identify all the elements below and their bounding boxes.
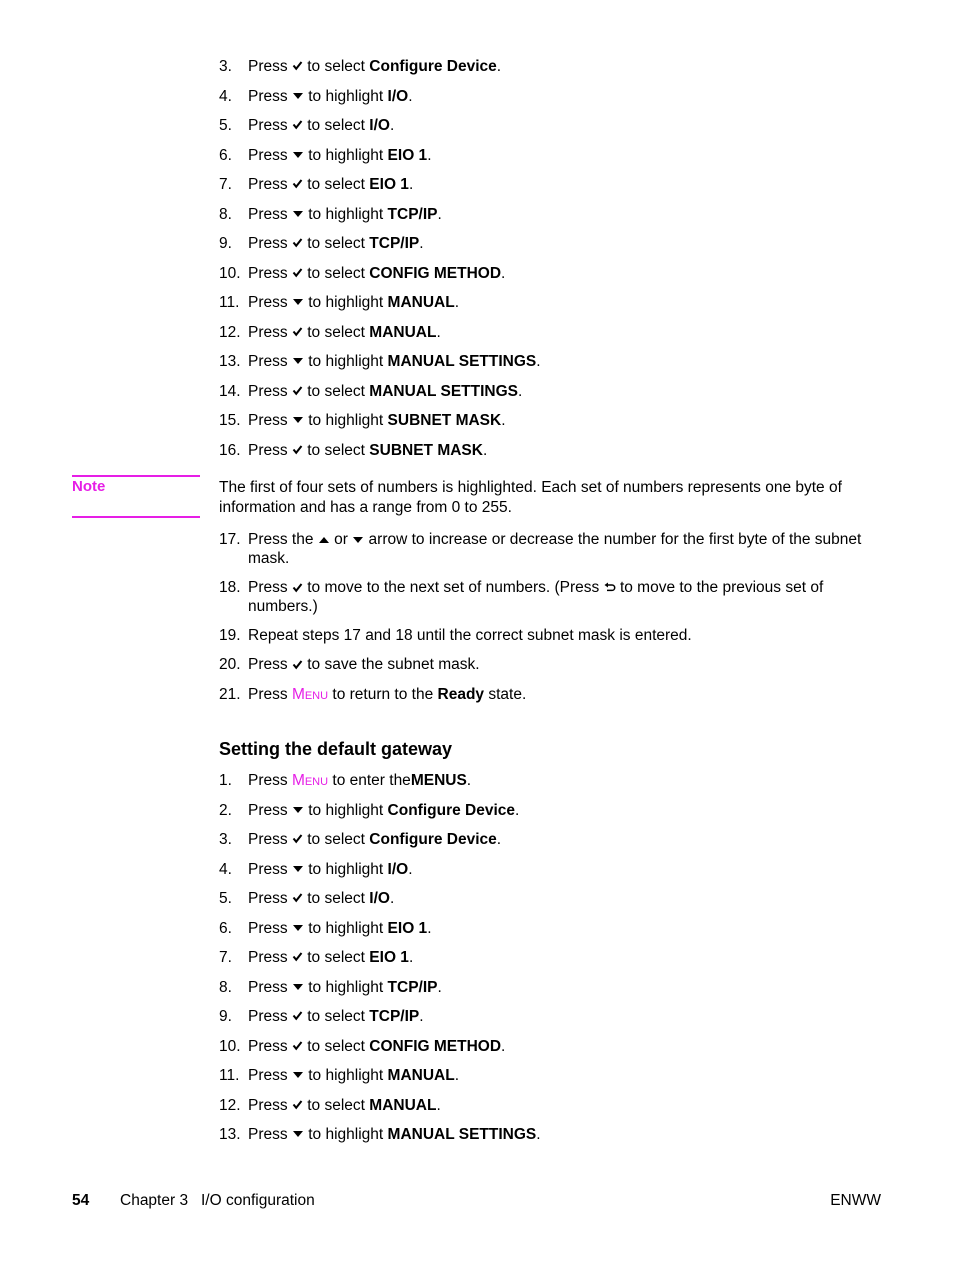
step-text: to move to the previous set of numbers.) xyxy=(248,579,824,615)
step-text: Press xyxy=(248,860,288,878)
step-text: Press xyxy=(248,1037,288,1055)
list-item xyxy=(219,860,879,890)
checkmark-icon xyxy=(292,175,303,194)
step-number: 3. xyxy=(219,58,232,75)
step-text: Press xyxy=(248,353,288,370)
checkmark-icon xyxy=(292,889,303,908)
down-arrow-icon xyxy=(292,352,304,371)
step-bold-text: EIO 1 xyxy=(387,146,428,164)
checkmark-icon xyxy=(292,57,303,76)
step-bold-text: TCP/IP xyxy=(369,1008,420,1025)
step-text: Press xyxy=(248,146,288,164)
step-bold-text: TCP/IP xyxy=(387,205,438,223)
step-number: 13. xyxy=(219,353,241,370)
list-item xyxy=(219,948,879,978)
step-text: . xyxy=(389,117,395,134)
step-text: to highlight xyxy=(308,205,384,223)
menu-key-label: Menu xyxy=(291,685,329,703)
step-number: 3. xyxy=(219,831,232,848)
step-text: to select xyxy=(307,1037,365,1055)
menu-key-label: Menu xyxy=(291,772,329,789)
step-text: to select xyxy=(307,949,365,966)
step-text: to highlight xyxy=(308,353,384,370)
step-text: . xyxy=(515,801,520,819)
step-text: Repeat steps 17 and 18 until the correct subnet mask is entered. xyxy=(248,627,692,644)
step-number: 15. xyxy=(219,412,241,429)
step-number: 19. xyxy=(219,627,241,644)
note-text: The first of four sets of numbers is highlighted. Each set of numbers represents one byte of information and has a range from 0 to 255. xyxy=(219,479,842,516)
list-item xyxy=(219,234,879,264)
step-text: . xyxy=(419,235,424,252)
step-text: to highlight xyxy=(308,294,384,311)
step-bold-text: MANUAL xyxy=(369,323,437,341)
step-text: Press xyxy=(248,382,288,400)
step-text: to highlight xyxy=(308,146,384,164)
down-arrow-icon xyxy=(292,919,304,938)
checkmark-icon xyxy=(292,382,303,401)
checkmark-icon xyxy=(292,1037,303,1056)
step-bold-text: I/O xyxy=(369,890,390,907)
list-item xyxy=(219,685,879,715)
step-text: . xyxy=(436,1096,441,1114)
up-arrow-icon xyxy=(318,535,330,545)
list-item xyxy=(219,57,879,87)
step-text: . xyxy=(536,353,541,370)
list-item xyxy=(219,175,879,205)
list-item xyxy=(219,830,879,860)
steps-list-gateway xyxy=(219,801,879,1155)
step-text: to return to the xyxy=(332,685,434,703)
step-text: arrow to increase or decrease the number for the first byte of the subnet mask. xyxy=(248,531,862,567)
step-text: Press xyxy=(248,801,288,819)
down-arrow-icon xyxy=(292,87,304,106)
step-bold-text: TCP/IP xyxy=(387,978,438,996)
step-number: 12. xyxy=(219,1096,241,1114)
checkmark-icon xyxy=(292,948,303,967)
step-text: to select xyxy=(307,890,365,907)
step-text: Press xyxy=(248,441,288,459)
step-text: Press xyxy=(248,772,288,789)
step-text: to select xyxy=(307,58,365,75)
list-item xyxy=(219,1007,879,1037)
list-item xyxy=(219,205,879,235)
step-text: Press xyxy=(248,1067,288,1084)
list-item xyxy=(219,801,879,831)
step-number: 21. xyxy=(219,685,241,703)
step-text: to highlight xyxy=(308,87,384,105)
checkmark-icon xyxy=(292,323,303,342)
down-arrow-icon xyxy=(292,860,304,879)
step-text: to highlight xyxy=(308,978,384,996)
list-item xyxy=(219,530,879,578)
step-bold-text: MANUAL xyxy=(387,294,455,311)
step-text: . xyxy=(454,1067,460,1084)
down-arrow-icon xyxy=(292,293,304,312)
step-number: 20. xyxy=(219,656,241,673)
step-text: . xyxy=(437,978,442,996)
list-item xyxy=(219,1096,879,1126)
footer-chapter: Chapter 3 I/O configuration xyxy=(120,1192,315,1209)
step-text: Press xyxy=(248,579,288,596)
list-item xyxy=(219,323,879,353)
step-text: . xyxy=(436,323,441,341)
step-text: Press xyxy=(248,831,288,848)
step-text: Press xyxy=(248,978,288,996)
list-item xyxy=(219,411,879,441)
step-text: . xyxy=(427,146,432,164)
step-number: 7. xyxy=(219,949,232,966)
step-bold-text: I/O xyxy=(387,860,409,878)
step-text: . xyxy=(518,382,523,400)
step-text: Press xyxy=(248,890,288,907)
step-number: 11. xyxy=(219,294,240,311)
step-text: state. xyxy=(488,685,527,703)
step-text: . xyxy=(466,772,472,789)
step-text: Press xyxy=(248,656,288,673)
step-number: 6. xyxy=(219,146,232,164)
step-text: Press the xyxy=(248,531,314,548)
step-text: to highlight xyxy=(308,412,384,429)
list-item xyxy=(219,116,879,146)
note-rule-bottom xyxy=(72,516,200,518)
step-number: 16. xyxy=(219,441,241,459)
step-text: . xyxy=(501,1037,506,1055)
step-text: . xyxy=(408,949,414,966)
list-item xyxy=(219,264,879,294)
steps-list-gateway-first xyxy=(219,771,879,801)
list-item xyxy=(219,889,879,919)
step-text: to select xyxy=(307,831,365,848)
checkmark-icon xyxy=(292,116,303,135)
list-item xyxy=(219,352,879,382)
step-text: . xyxy=(427,919,432,937)
down-arrow-icon xyxy=(292,1066,304,1085)
step-text: Press xyxy=(248,235,288,252)
down-arrow-icon xyxy=(292,1125,304,1144)
step-text: . xyxy=(496,831,502,848)
down-arrow-icon xyxy=(352,535,364,545)
list-item xyxy=(219,578,879,626)
note-label: Note xyxy=(72,478,106,495)
footer-right: ENWW xyxy=(830,1192,881,1209)
step-bold-text: SUBNET MASK xyxy=(387,412,502,429)
list-item xyxy=(219,919,879,949)
step-number: 12. xyxy=(219,323,241,341)
step-bold-text: Configure Device xyxy=(369,831,497,848)
step-text: Press xyxy=(248,58,288,75)
step-number: 8. xyxy=(219,205,232,223)
step-text: Press xyxy=(248,1126,288,1143)
down-arrow-icon xyxy=(292,146,304,165)
step-text: to select xyxy=(307,235,365,252)
step-number: 6. xyxy=(219,919,232,937)
step-bold-text: SUBNET MASK xyxy=(369,441,483,459)
step-number: 10. xyxy=(219,264,241,282)
step-text: Press xyxy=(248,685,288,703)
list-item xyxy=(219,441,879,471)
step-bold-text: I/O xyxy=(369,117,390,134)
step-bold-text: TCP/IP xyxy=(369,235,420,252)
step-text: Press xyxy=(248,117,288,134)
step-number: 5. xyxy=(219,117,232,134)
list-item xyxy=(219,626,879,655)
step-text: or xyxy=(334,531,348,548)
list-item xyxy=(219,655,879,685)
checkmark-icon xyxy=(292,264,303,283)
step-bold-text: CONFIG METHOD xyxy=(369,1037,502,1055)
step-bold-text: Ready xyxy=(437,685,485,703)
step-number: 8. xyxy=(219,978,232,996)
step-text: to select xyxy=(307,1096,365,1114)
step-number: 7. xyxy=(219,176,232,193)
step-bold-text: EIO 1 xyxy=(387,919,428,937)
step-text: to select xyxy=(307,1008,365,1025)
step-bold-text: MENUS xyxy=(410,772,467,789)
step-text: Press xyxy=(248,919,288,937)
step-number: 4. xyxy=(219,860,232,878)
checkmark-icon xyxy=(292,1096,303,1115)
step-text: to highlight xyxy=(308,860,384,878)
step-text: Press xyxy=(248,949,288,966)
step-text: Press xyxy=(248,412,288,429)
step-bold-text: MANUAL xyxy=(387,1067,455,1084)
checkmark-icon xyxy=(292,582,303,593)
step-text: . xyxy=(419,1008,424,1025)
step-bold-text: MANUAL SETTINGS xyxy=(387,1126,537,1143)
footer-page-number: 54 xyxy=(72,1192,90,1209)
step-text: Press xyxy=(248,1096,288,1114)
list-item xyxy=(219,87,879,117)
step-text: to highlight xyxy=(308,919,384,937)
step-number: 14. xyxy=(219,382,241,400)
step-number: 13. xyxy=(219,1126,241,1143)
list-item xyxy=(219,1066,879,1096)
step-text: to highlight xyxy=(308,1067,384,1084)
steps-list-subnet xyxy=(219,57,879,470)
steps-list-subnet-continued xyxy=(219,530,879,714)
step-text: to select xyxy=(307,441,365,459)
step-text: Press xyxy=(248,264,288,282)
step-number: 17. xyxy=(219,531,241,548)
section-heading: Setting the default gateway xyxy=(219,739,453,759)
note-rule-top xyxy=(72,475,200,477)
step-text: . xyxy=(408,87,413,105)
step-number: 1. xyxy=(219,772,232,789)
step-number: 18. xyxy=(219,579,241,596)
step-text: . xyxy=(454,294,460,311)
step-number: 5. xyxy=(219,890,232,907)
down-arrow-icon xyxy=(292,978,304,997)
down-arrow-icon xyxy=(292,205,304,224)
step-bold-text: Configure Device xyxy=(387,801,516,819)
step-text: Press xyxy=(248,323,288,341)
step-text: to select xyxy=(307,323,365,341)
step-text: to select xyxy=(307,382,365,400)
step-bold-text: MANUAL SETTINGS xyxy=(369,382,518,400)
step-text: Press xyxy=(248,87,288,105)
list-item xyxy=(219,1037,879,1067)
step-text: to highlight xyxy=(308,1126,384,1143)
step-text: to select xyxy=(307,117,365,134)
step-text: to save the subnet mask. xyxy=(307,656,480,673)
step-number: 11. xyxy=(219,1067,240,1084)
step-text: to select xyxy=(307,264,365,282)
checkmark-icon xyxy=(292,659,303,670)
step-text: Press xyxy=(248,176,288,193)
step-text: . xyxy=(536,1126,541,1143)
step-text: . xyxy=(408,176,414,193)
step-text: Press xyxy=(248,205,288,223)
down-arrow-icon xyxy=(292,801,304,820)
list-item xyxy=(219,293,879,323)
step-text: . xyxy=(482,441,488,459)
step-text: Press xyxy=(248,1008,288,1025)
step-bold-text: EIO 1 xyxy=(369,176,409,193)
step-number: 9. xyxy=(219,1008,232,1025)
list-item xyxy=(219,146,879,176)
down-arrow-icon xyxy=(292,411,304,430)
step-text: . xyxy=(408,860,413,878)
step-bold-text: I/O xyxy=(387,87,409,105)
list-item xyxy=(219,771,879,801)
step-text: to enter the xyxy=(332,772,411,789)
step-bold-text: Configure Device xyxy=(369,58,497,75)
step-text: . xyxy=(496,58,502,75)
step-number: 2. xyxy=(219,801,232,819)
step-text: . xyxy=(501,264,506,282)
list-item xyxy=(219,978,879,1008)
step-bold-text: EIO 1 xyxy=(369,949,409,966)
step-number: 10. xyxy=(219,1037,241,1055)
step-number: 4. xyxy=(219,87,232,105)
checkmark-icon xyxy=(292,830,303,849)
step-text: Press xyxy=(248,294,288,311)
step-text: to select xyxy=(307,176,365,193)
back-arrow-icon xyxy=(604,582,616,593)
step-text: to move to the next set of numbers. (Press xyxy=(307,579,600,596)
checkmark-icon xyxy=(292,441,303,460)
step-text: . xyxy=(389,890,395,907)
list-item xyxy=(219,1125,879,1155)
step-text: . xyxy=(437,205,442,223)
step-text: . xyxy=(501,412,506,429)
checkmark-icon xyxy=(292,234,303,253)
list-item xyxy=(219,382,879,412)
step-text: to highlight xyxy=(308,801,384,819)
step-bold-text: CONFIG METHOD xyxy=(369,264,502,282)
step-bold-text: MANUAL SETTINGS xyxy=(387,353,537,370)
step-number: 9. xyxy=(219,235,232,252)
checkmark-icon xyxy=(292,1007,303,1026)
step-bold-text: MANUAL xyxy=(369,1096,437,1114)
